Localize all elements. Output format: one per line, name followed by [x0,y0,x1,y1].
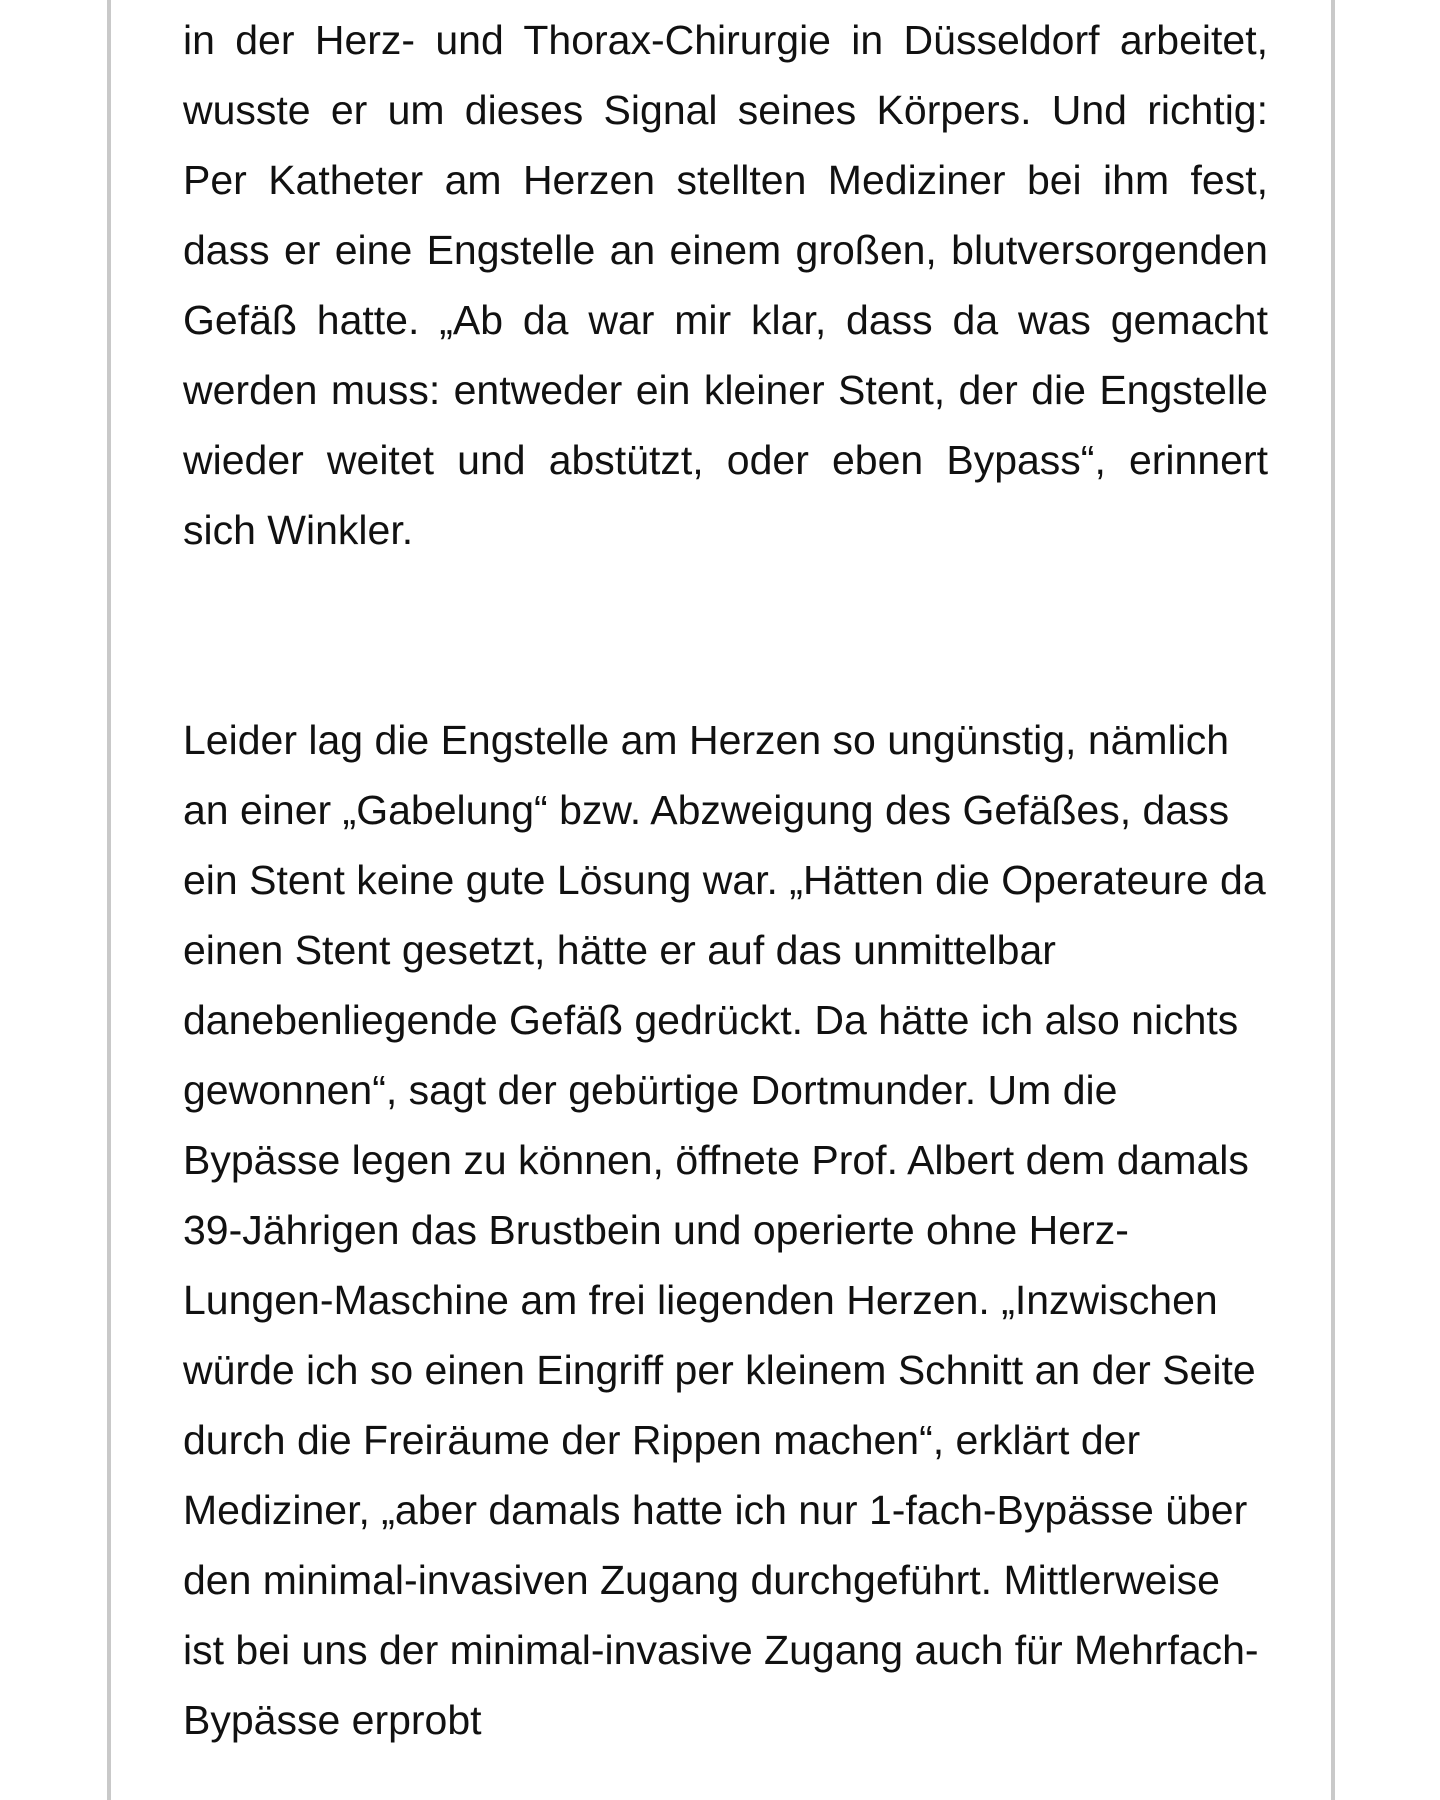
article-paragraph-1: in der Herz- und Thorax-Chirurgie in Düsseldorf arbeitet, wusste er um dieses Signal seines Körpers. Und richtig: Per Katheter am Herzen stellten Mediziner bei ihm fest, dass er eine Engstelle an einem großen, blutversorgenden Gefäß hatte. „Ab da war mir klar, dass da was gemacht werden muss: entweder ein kleiner Stent, der die Engstelle wieder weitet und abstützt, oder eben Bypass“, erinnert sich Winkler. [183,17,1268,553]
article-paragraph-2: Leider lag die Engstelle am Herzen so ungünstig, nämlich an einer „Gabelung“ bzw. Abzweigung des Gefäßes, dass ein Stent keine gute Lösung war. „Hätten die Operateure da einen Stent gesetzt, hätte er auf das unmittelbar danebenliegende Gefäß gedrückt. Da hätte ich also nichts gewonnen“, sagt der gebürtige Dortmunder. Um die Bypässe legen zu können, öffnete Prof. Albert dem damals 39-Jährigen das Brustbein und operierte ohne Herz-Lungen-Maschine am frei liegenden Herzen. „Inzwischen würde ich so einen Eingriff per kleinem Schnitt an der Seite durch die Freiräume der Rippen machen“, erklärt der Mediziner, „aber damals hatte ich nur 1-fach-Bypässe über den minimal-invasiven Zugang durchgeführt. Mittlerweise ist bei uns der minimal-invasive Zugang auch für Mehrfach-Bypässe erprobt [183,717,1266,1743]
